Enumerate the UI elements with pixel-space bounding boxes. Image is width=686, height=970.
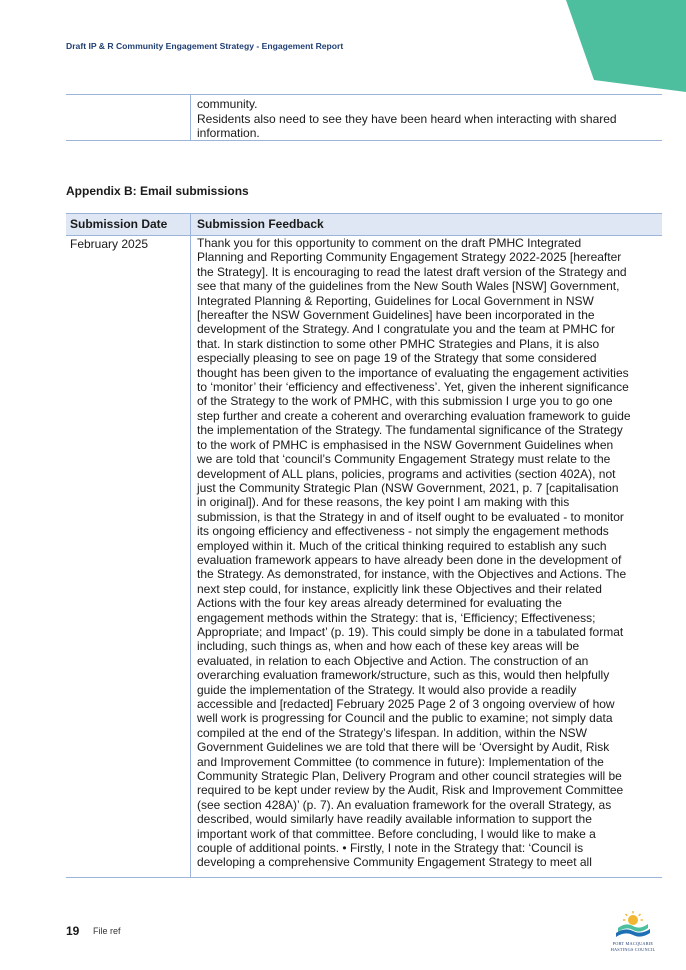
text-line: step further and create a coherent and overarching evaluation framework to guide — [197, 408, 631, 423]
text-line: thought has been given to the importance of evaluating the engagement activities — [197, 365, 629, 380]
text-line: just the Community Strategic Plan (NSW Government, 2021, p. 7 [capitalisation — [197, 480, 619, 495]
text-line: the Strategy]. It is encouraging to read the latest draft version of the Strategy and — [197, 264, 627, 279]
text-line: submission, is that the Strategy in and of itself ought to be evaluated - to monitor — [197, 509, 624, 524]
file-ref-label: File ref — [93, 926, 121, 936]
council-logo — [606, 910, 660, 958]
text-line: couple of additional points. • Firstly, I note in the Strategy that: ‘Council is — [197, 841, 584, 856]
text-line: (see section 428A)’ (p. 7). An evaluation framework for the overall Strategy, as — [197, 797, 612, 812]
document-header-title: Draft IP & R Community Engagement Strategy - Engagement Report — [66, 41, 344, 51]
logo-text-line1: PORT MACQUARIE — [612, 941, 654, 946]
text-line: Thank you for this opportunity to comment on the draft PMHC Integrated — [197, 236, 582, 250]
text-line: the Strategy. As demonstrated, for instance, with the Objectives and Actions. The — [197, 567, 627, 582]
text-line: to the work of PMHC is emphasised in the NSW Government Guidelines when — [197, 437, 614, 452]
text-line: development of the Strategy. And I congratulate you and the team at PMHC for — [197, 322, 616, 337]
text-line: Appropriate; and Impact’ (p. 19). This could simply be done in a tabulated format — [197, 624, 624, 639]
text-line: development of ALL plans, policies, programs and activities (section 402A), not — [197, 466, 616, 481]
email-submissions-table — [66, 213, 662, 878]
text-line: community. — [197, 97, 258, 111]
column-header-submission-feedback: Submission Feedback — [197, 217, 324, 231]
text-line: Planning and Reporting Community Engagement Strategy 2022-2025 [hereafter — [197, 250, 622, 265]
text-line: guide the implementation of the Strategy. It would also provide a readily — [197, 682, 577, 697]
text-line: described, would similarly have readily available information to support the — [197, 812, 592, 827]
submission-date-cell: February 2025 — [70, 237, 149, 251]
column-header-submission-date: Submission Date — [70, 217, 168, 231]
text-line: the implementation of the Strategy. The fundamental significance of the Strategy — [197, 423, 623, 438]
council-logo-icon — [606, 910, 660, 940]
corner-decoration-shape — [566, 0, 686, 92]
text-line: accessible and [redacted] February 2025 Page 2 of 3 ongoing overview of how — [197, 697, 615, 711]
text-line: employed within it. Much of the critical thinking required to establish any such — [197, 538, 607, 553]
appendix-heading: Appendix B: Email submissions — [66, 184, 249, 198]
text-line: see that many of the guidelines from the New South Wales [NSW] Government, — [197, 279, 620, 294]
text-line: Residents also need to see they have been heard when interacting with shared — [197, 111, 617, 126]
text-line: next step could, for instance, explicitly link these Objectives and their related — [197, 581, 602, 596]
text-line: Actions with the four key areas already determined for evaluating the — [197, 596, 562, 611]
text-line: evaluated, in relation to each Objective and Action. The construction of an — [197, 653, 589, 668]
text-line: Government Guidelines we are told that there will be ‘Oversight by Audit, Risk — [197, 740, 610, 755]
text-line: that. In stark distinction to some other PMHC Strategies and Plans, it is also — [197, 336, 600, 351]
text-line: developing a comprehensive Community Engagement Strategy to meet all — [197, 855, 592, 870]
text-line: of the Strategy to the work of PMHC, with this submission I urge you to go one — [197, 394, 613, 409]
text-line: in original]). And for these reasons, the key point I am making with this — [197, 495, 570, 510]
text-line: Community Strategic Plan, Delivery Program and other council strategies will be — [197, 769, 622, 784]
text-line: its ongoing efficiency and effectiveness - not simply the engagement methods — [197, 524, 609, 539]
table-header-row — [66, 213, 662, 236]
previous-table-cell — [197, 97, 654, 141]
text-line: evaluation framework appears to have already been done in the development of — [197, 552, 622, 567]
text-line: information. — [197, 126, 260, 140]
text-line: required to be kept under review by the Audit, Risk and Improvement Committee — [197, 783, 624, 798]
column-divider — [190, 95, 191, 140]
text-line: and Improvement Committee (to commence in future): Implementation of the — [197, 754, 604, 769]
text-line: to ‘monitor’ their ‘efficiency and effectiveness’. Yet, given the inherent significance — [197, 380, 629, 395]
column-divider — [190, 213, 191, 877]
text-line: especially pleasing to see on page 19 of the Strategy that some considered — [197, 351, 597, 366]
text-line: [hereafter the NSW Government Guidelines] have been incorporated in the — [197, 308, 595, 323]
submission-feedback-cell — [197, 236, 662, 870]
text-line: including, such things as, when and how each of these key areas will be — [197, 639, 580, 654]
text-line: well work is progressing for Council and the public to examine; not simply data — [197, 711, 613, 726]
logo-text-line2: HASTINGS COUNCIL — [610, 947, 656, 952]
text-line: we are told that ‘council’s Community Engagement Strategy must relate to the — [197, 452, 611, 467]
text-line: Integrated Planning & Reporting, Guidelines for Local Government in NSW — [197, 293, 594, 308]
text-line: compiled at the end of the Strategy’s lifespan. In addition, within the NSW — [197, 725, 587, 740]
text-line: overarching evaluation framework/structure, such as this, would then helpfully — [197, 668, 610, 683]
page-number: 19 — [66, 924, 80, 938]
previous-table-continuation — [66, 94, 662, 141]
text-line: engagement methods within the Strategy: that is, ‘Efficiency; Effectiveness; — [197, 610, 596, 625]
text-line: important work of that committee. Before concluding, I would like to make a — [197, 826, 596, 841]
